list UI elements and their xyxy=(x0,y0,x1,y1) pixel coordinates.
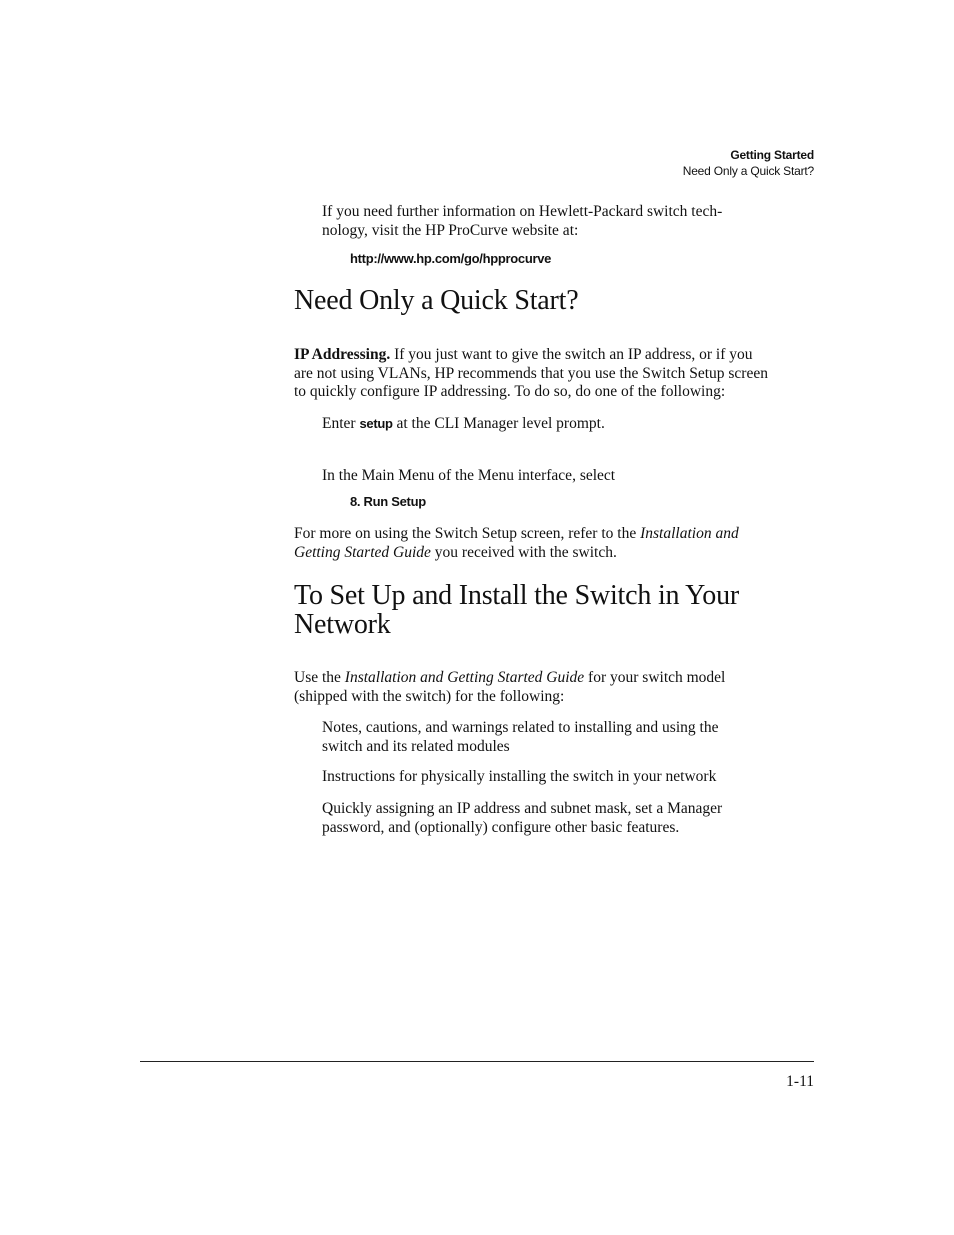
intro-line-2: nology, visit the HP ProCurve website at: xyxy=(322,221,579,239)
list-item-line: Notes, cautions, and warnings related to installing and using the xyxy=(322,719,719,736)
heading-setup-install-line-2: Network xyxy=(294,609,391,640)
heading-setup-install-line-1: To Set Up and Install the Switch in Your xyxy=(294,580,740,611)
use-guide-title: Installation and Getting Started Guide xyxy=(344,669,585,686)
setup-command: setup xyxy=(359,416,393,431)
use-guide-pre: Use the xyxy=(294,669,345,686)
heading-setup-install xyxy=(294,581,814,639)
intro-line-1: If you need further information on Hewlett-Packard switch tech- xyxy=(322,203,723,220)
use-guide-post: for your switch model xyxy=(584,669,726,686)
use-guide-paragraph xyxy=(294,669,814,706)
ip-addressing-text-3: to quickly configure IP addressing. To do so, do one of the following: xyxy=(294,383,726,400)
intro-paragraph xyxy=(322,203,802,240)
page-number: 1-11 xyxy=(786,1073,814,1090)
list-item-line: password, and (optionally) configure other basic features. xyxy=(322,818,680,836)
option-menu-text: In the Main Menu of the Menu interface, select xyxy=(322,467,616,484)
option-cli-pre: Enter xyxy=(322,415,360,432)
procurve-url-link[interactable]: http://www.hp.com/go/hpprocurve xyxy=(350,251,552,266)
list-item-line: Instructions for physically installing the switch in your network xyxy=(322,768,717,785)
guide-title-part-1: Installation and xyxy=(640,525,739,542)
footer-rule xyxy=(140,1061,814,1062)
use-guide-line-2: (shipped with the switch) for the following: xyxy=(294,687,565,705)
more-info-paragraph xyxy=(294,525,814,562)
list-item xyxy=(322,768,802,787)
list-item-line: switch and its related modules xyxy=(322,737,510,755)
ip-addressing-text-2: are not using VLANs, HP recommends that you use the Switch Setup screen xyxy=(294,364,768,382)
option-cli-post: at the CLI Manager level prompt. xyxy=(392,415,605,432)
more-info-pre: For more on using the Switch Setup screen, refer to the xyxy=(294,525,641,542)
heading-quick-start: Need Only a Quick Start? xyxy=(294,285,579,316)
more-info-post: you received with the switch. xyxy=(430,543,617,561)
list-item xyxy=(322,719,802,756)
running-header-chapter: Getting Started xyxy=(730,148,814,162)
list-item-line: Quickly assigning an IP address and subnet mask, set a Manager xyxy=(322,800,723,817)
ip-addressing-text-1: If you just want to give the switch an IP address, or if you xyxy=(390,346,753,363)
running-header-section: Need Only a Quick Start? xyxy=(682,164,814,178)
ip-addressing-paragraph xyxy=(294,346,824,402)
option-cli-setup xyxy=(322,415,802,434)
list-item xyxy=(322,800,802,837)
guide-title-part-2: Getting Started Guide xyxy=(294,543,431,561)
run-setup-menu-item: 8. Run Setup xyxy=(350,494,426,509)
ip-addressing-label: IP Addressing. xyxy=(294,346,391,363)
